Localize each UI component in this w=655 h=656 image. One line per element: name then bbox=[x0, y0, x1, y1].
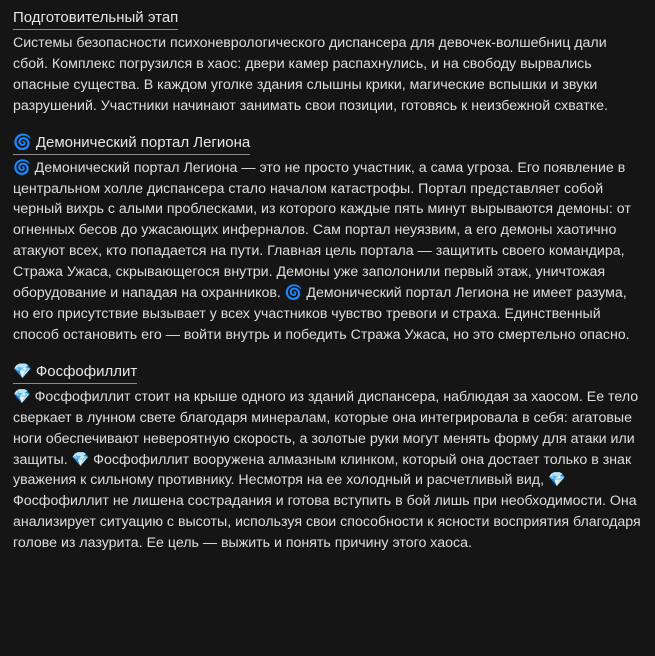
section-heading: Подготовительный этап bbox=[13, 8, 178, 30]
section-heading: 💎 Фосфофиллит bbox=[13, 362, 137, 384]
section-heading: 🌀 Демонический портал Легиона bbox=[13, 133, 250, 155]
section-paragraph: 💎 Фосфофиллит стоит на крыше одного из зданий диспансера, наблюдая за хаосом. Ее тело сверкает в лунном свете благодаря минералам, которые она интегрировала в себя: агатовые ноги обеспечивают невероятную скорость, а золотые руки могут менять форму для атаки или защиты. 💎 Фосфофиллит вооружена алмазным клинком, который она достает только в знак уважения к сильному противнику. Несмотря на ее холодный и расчетливый вид, 💎 Фосфофиллит не лишена сострадания и готова вступить в бой лишь при необходимости. Она анализирует ситуацию с высоты, используя свои способности к ясности восприятия благодаря голове из лазурита. Ее цель — выжить и понять причину этого хаоса. bbox=[13, 388, 641, 552]
section-paragraph: 🌀 Демонический портал Легиона — это не просто участник, а сама угроза. Его появление в центральном холле диспансера стало началом катастрофы. Портал представляет собой черный вихрь с алыми проблесками, из которого каждые пять минут вырываются демоны: от огненных бесов до ужасающих инферналов. Сам портал неуязвим, а его демоны хаотично атакуют всех, кто попадается на пути. Главная цель портала — защитить своего командира, Стража Ужаса, скрывающегося внутри. Демоны уже заполонили первый этаж, уничтожая оборудование и нападая на охранников. 🌀 Демонический портал Легиона не имеет разума, но его присутствие вызывает у всех участников чувство тревоги и страха. Единственный способ остановить его — войти внутрь и победить Стража Ужаса, но это смертельно опасно. bbox=[13, 159, 631, 343]
section-phosphophyllite bbox=[13, 362, 642, 554]
section-paragraph: Системы безопасности психоневрологического диспансера для девочек-волшебниц дали сбой. Комплекс погрузился в хаос: двери камер распахнулись, и на свободу вырвались опасные существа. В каждом уголке здания слышны крики, магические вспышки и звуки разрушений. Участники начинают занимать свои позиции, готовясь к неизбежной схватке. bbox=[13, 35, 608, 114]
section-legion-portal bbox=[13, 133, 642, 346]
section-preparation bbox=[13, 8, 642, 117]
